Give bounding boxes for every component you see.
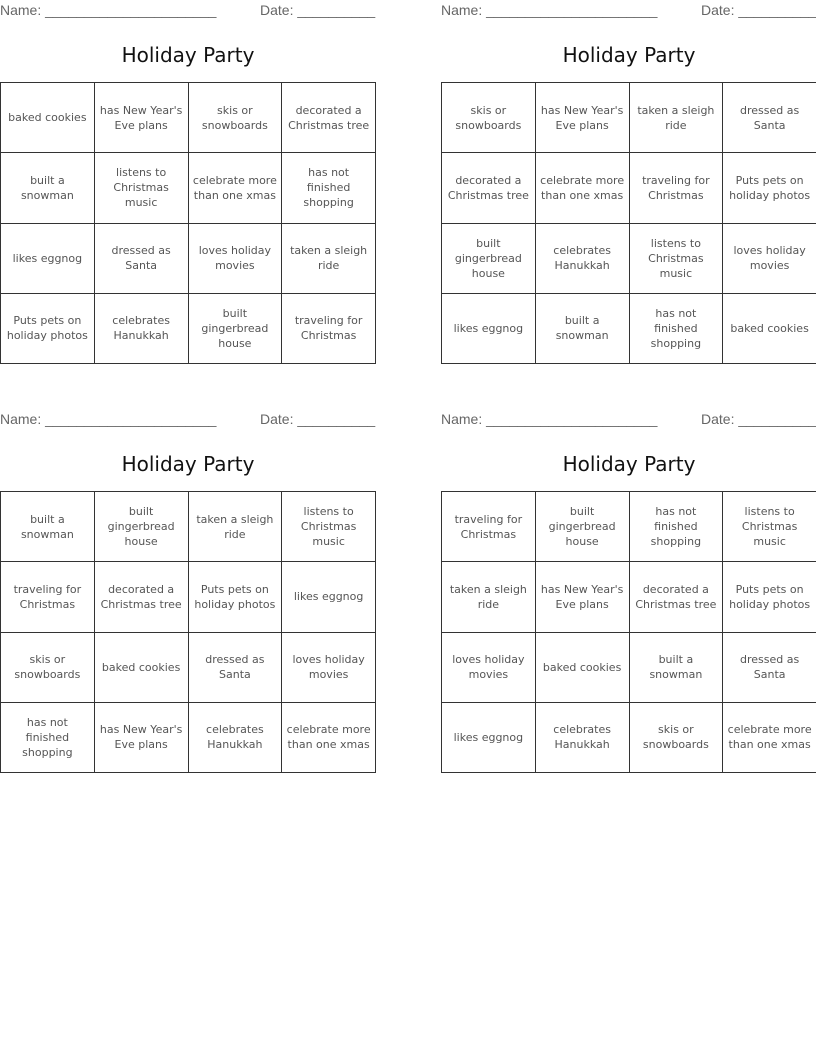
grid-row xyxy=(442,223,816,293)
grid-row xyxy=(1,223,376,293)
grid-row xyxy=(442,562,816,632)
bingo-cell: taken a sleigh ride xyxy=(442,562,536,632)
bingo-cell: baked cookies xyxy=(723,293,816,363)
bingo-cell: skis or snowboards xyxy=(188,83,282,153)
bingo-cell: listens to Christmas music xyxy=(282,492,376,562)
bingo-cell: has not finished shopping xyxy=(629,492,723,562)
name-field-label: Name: ______________________ xyxy=(0,411,217,427)
name-field-label: Name: ______________________ xyxy=(441,411,658,427)
bingo-cell: loves holiday movies xyxy=(282,632,376,702)
bingo-cell: dressed as Santa xyxy=(188,632,282,702)
bingo-cell: traveling for Christmas xyxy=(442,492,536,562)
date-field-label: Date: __________ xyxy=(701,2,816,18)
grid-row xyxy=(1,293,376,363)
bingo-cell: likes eggnog xyxy=(442,293,536,363)
date-field-label: Date: __________ xyxy=(701,411,816,427)
name-date-row xyxy=(441,2,816,20)
grid-row xyxy=(442,632,816,702)
name-date-row xyxy=(0,2,376,20)
bingo-cell: has New Year's Eve plans xyxy=(94,83,188,153)
name-date-row xyxy=(0,411,376,429)
bingo-cell: celebrates Hanukkah xyxy=(94,293,188,363)
bingo-cell: skis or snowboards xyxy=(442,83,536,153)
date-field-label: Date: __________ xyxy=(260,2,376,18)
bingo-card xyxy=(0,409,376,779)
bingo-cell: celebrates Hanukkah xyxy=(535,223,629,293)
grid-row xyxy=(442,293,816,363)
bingo-cell: dressed as Santa xyxy=(723,83,816,153)
grid-row xyxy=(1,492,376,562)
bingo-cell: skis or snowboards xyxy=(1,632,95,702)
bingo-cell: baked cookies xyxy=(94,632,188,702)
bingo-cell: decorated a Christmas tree xyxy=(94,562,188,632)
bingo-card xyxy=(441,409,816,779)
bingo-cell: celebrate more than one xmas xyxy=(723,702,816,772)
bingo-cell: decorated a Christmas tree xyxy=(629,562,723,632)
card-title: Holiday Party xyxy=(562,452,696,476)
bingo-cell: has not finished shopping xyxy=(629,293,723,363)
bingo-cell: Puts pets on holiday photos xyxy=(723,153,816,223)
bingo-card xyxy=(0,0,376,370)
bingo-cell: built a snowman xyxy=(1,153,95,223)
date-field-label: Date: __________ xyxy=(260,411,376,427)
bingo-cell: celebrate more than one xmas xyxy=(535,153,629,223)
bingo-cell: dressed as Santa xyxy=(723,632,816,702)
grid-row xyxy=(442,153,816,223)
grid-row xyxy=(1,83,376,153)
bingo-cell: built gingerbread house xyxy=(535,492,629,562)
bingo-cell: likes eggnog xyxy=(1,223,95,293)
bingo-cell: decorated a Christmas tree xyxy=(282,83,376,153)
bingo-cell: built a snowman xyxy=(629,632,723,702)
grid-row xyxy=(1,153,376,223)
bingo-cell: baked cookies xyxy=(1,83,95,153)
bingo-cell: built a snowman xyxy=(1,492,95,562)
bingo-cell: listens to Christmas music xyxy=(723,492,816,562)
bingo-cell: loves holiday movies xyxy=(442,632,536,702)
bingo-cell: likes eggnog xyxy=(282,562,376,632)
bingo-cell: celebrates Hanukkah xyxy=(535,702,629,772)
bingo-cell: Puts pets on holiday photos xyxy=(723,562,816,632)
bingo-cell: listens to Christmas music xyxy=(629,223,723,293)
bingo-cell: listens to Christmas music xyxy=(94,153,188,223)
card-title: Holiday Party xyxy=(121,452,255,476)
bingo-cell: traveling for Christmas xyxy=(282,293,376,363)
grid-row xyxy=(1,562,376,632)
bingo-cell: taken a sleigh ride xyxy=(282,223,376,293)
card-title: Holiday Party xyxy=(562,43,696,67)
bingo-cell: skis or snowboards xyxy=(629,702,723,772)
bingo-cell: has not finished shopping xyxy=(1,702,95,772)
name-date-row xyxy=(441,411,816,429)
name-field-label: Name: ______________________ xyxy=(441,2,658,18)
bingo-cell: Puts pets on holiday photos xyxy=(1,293,95,363)
grid-row xyxy=(1,632,376,702)
bingo-cell: built gingerbread house xyxy=(94,492,188,562)
bingo-cell: traveling for Christmas xyxy=(1,562,95,632)
bingo-grid xyxy=(441,491,816,773)
grid-row xyxy=(442,492,816,562)
bingo-grid xyxy=(0,491,376,773)
bingo-cell: Puts pets on holiday photos xyxy=(188,562,282,632)
bingo-cell: celebrate more than one xmas xyxy=(188,153,282,223)
bingo-cell: loves holiday movies xyxy=(723,223,816,293)
bingo-cell: celebrate more than one xmas xyxy=(282,702,376,772)
bingo-cell: built a snowman xyxy=(535,293,629,363)
card-title: Holiday Party xyxy=(121,43,255,67)
bingo-cell: celebrates Hanukkah xyxy=(188,702,282,772)
bingo-cell: has not finished shopping xyxy=(282,153,376,223)
bingo-grid xyxy=(0,82,376,364)
grid-row xyxy=(442,702,816,772)
bingo-card xyxy=(441,0,816,370)
bingo-cell: likes eggnog xyxy=(442,702,536,772)
bingo-cell: traveling for Christmas xyxy=(629,153,723,223)
bingo-cell: has New Year's Eve plans xyxy=(94,702,188,772)
name-field-label: Name: ______________________ xyxy=(0,2,217,18)
bingo-cell: loves holiday movies xyxy=(188,223,282,293)
bingo-cell: taken a sleigh ride xyxy=(629,83,723,153)
bingo-cell: baked cookies xyxy=(535,632,629,702)
bingo-cell: built gingerbread house xyxy=(442,223,536,293)
bingo-cell: has New Year's Eve plans xyxy=(535,562,629,632)
bingo-cell: dressed as Santa xyxy=(94,223,188,293)
grid-row xyxy=(442,83,816,153)
bingo-grid xyxy=(441,82,816,364)
bingo-cell: decorated a Christmas tree xyxy=(442,153,536,223)
bingo-cell: built gingerbread house xyxy=(188,293,282,363)
bingo-cell: has New Year's Eve plans xyxy=(535,83,629,153)
grid-row xyxy=(1,702,376,772)
bingo-cell: taken a sleigh ride xyxy=(188,492,282,562)
